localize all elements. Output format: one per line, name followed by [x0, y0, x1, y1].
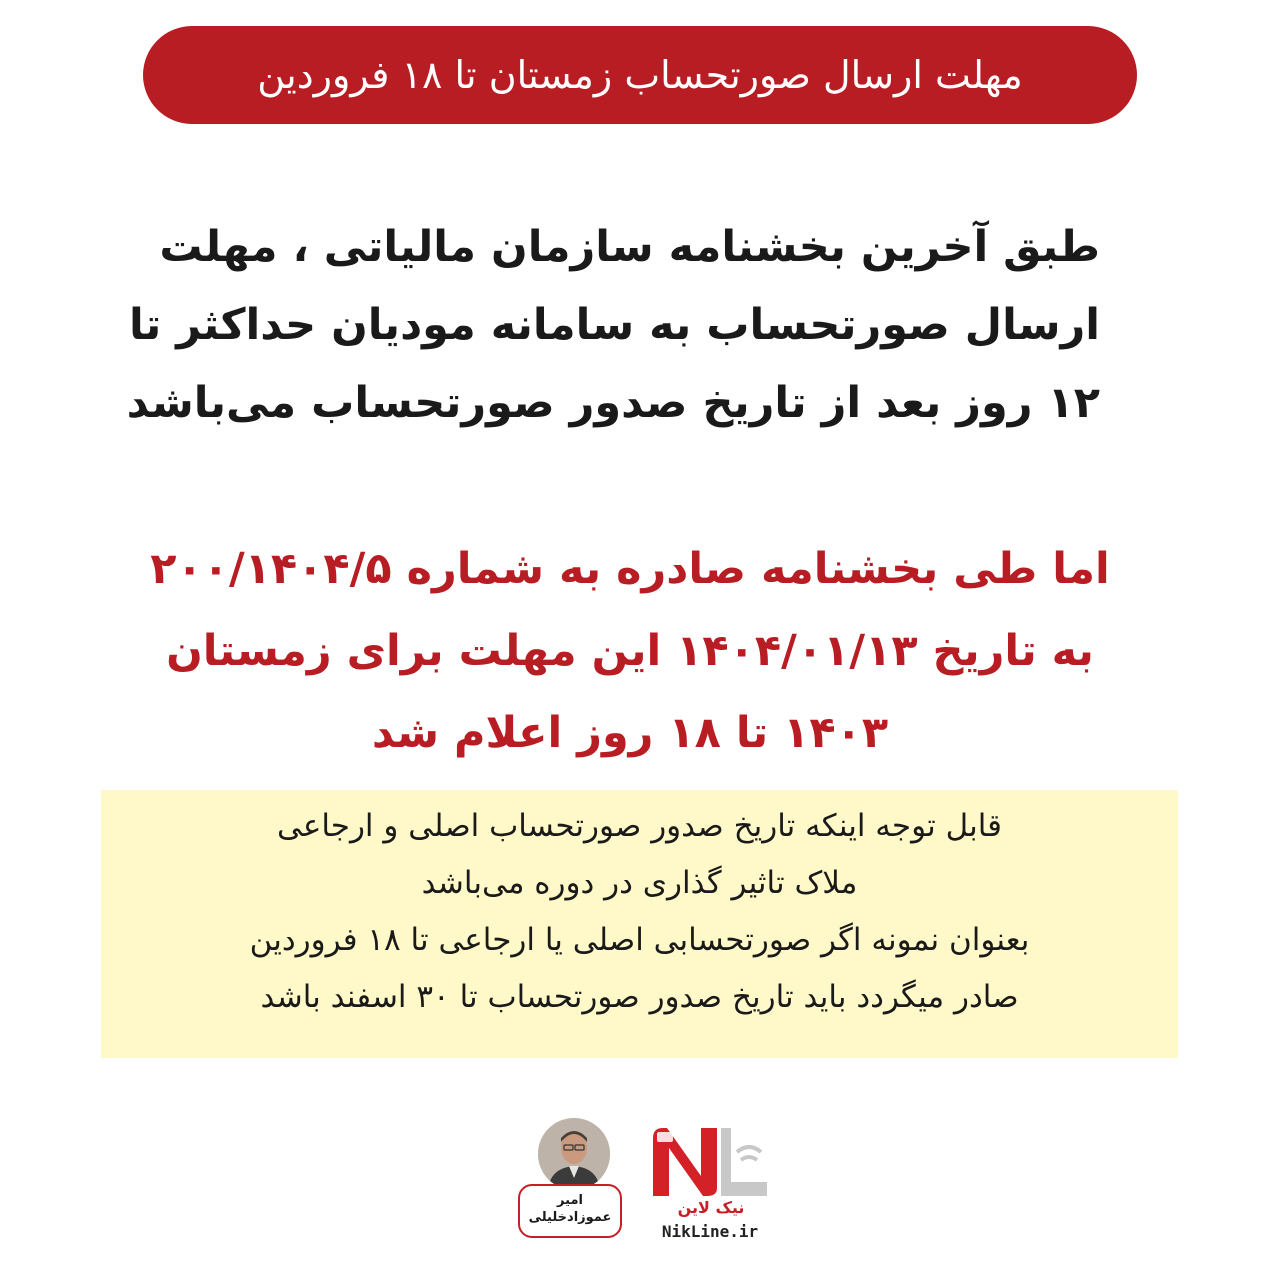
note-box [101, 790, 1178, 1058]
note-line: قابل توجه اینکه تاریخ صدور صورتحساب اصلی و ارجاعی [277, 808, 1002, 844]
amendment-paragraph [150, 528, 1110, 774]
amendment-line: ۱۴۰۳ تا ۱۸ روز اعلام شد [371, 708, 889, 758]
intro-line: طبق آخرین بخشنامه سازمان مالیاتی ، مهلت [159, 222, 1100, 272]
note-line: بعنوان نمونه اگر صورتحسابی اصلی یا ارجاعی تا ۱۸ فروردین [249, 922, 1030, 958]
note-line: صادر میگردد باید تاریخ صدور صورتحساب تا ۳۰ اسفند باشد [260, 979, 1019, 1015]
header-title: مهلت ارسال صورتحساب زمستان تا ۱۸ فروردین [257, 53, 1023, 97]
brand-domain: NikLine.ir [661, 1222, 759, 1241]
brand-logo [645, 1120, 775, 1248]
intro-paragraph [126, 208, 1100, 442]
nikline-logo-icon [645, 1120, 775, 1200]
footer [0, 1110, 1280, 1260]
amendment-line: اما طی بخشنامه صادره به شماره ۲۰۰/۱۴۰۴/۵ [150, 544, 1110, 594]
author-last-name: عموزادخلیلی [528, 1210, 612, 1225]
author-avatar [538, 1118, 610, 1190]
intro-line: ارسال صورتحساب به سامانه مودیان حداکثر تا [128, 300, 1100, 350]
author-name-tag [518, 1184, 622, 1238]
author-first-name: امیر [557, 1193, 583, 1208]
author-badge [516, 1118, 626, 1246]
header-banner [143, 26, 1137, 124]
note-line: ملاک تاثیر گذاری در دوره می‌باشد [421, 865, 858, 901]
author-portrait-icon [538, 1118, 610, 1190]
brand-name-fa: نیک لاین [677, 1198, 745, 1217]
intro-line: ۱۲ روز بعد از تاریخ صدور صورتحساب می‌باشد [126, 378, 1100, 428]
amendment-line: به تاریخ ۱۴۰۴/۰۱/۱۳ این مهلت برای زمستان [166, 626, 1094, 676]
